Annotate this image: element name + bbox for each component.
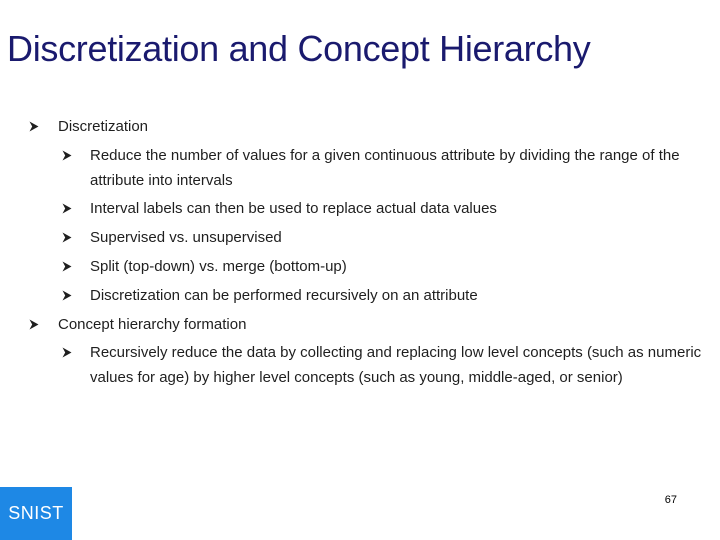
sub-bullet-item: [62, 143, 702, 193]
sub-bullet-item: [62, 254, 702, 279]
page-number: 67: [664, 494, 677, 506]
arrowhead-bullet-icon: [62, 225, 74, 250]
sub-bullet-item: [62, 340, 702, 390]
arrowhead-bullet-icon: [62, 283, 74, 308]
arrowhead-bullet-icon: [29, 312, 41, 337]
sub-bullet-text: Recursively reduce the data by collecting and replacing low level concepts (such as numeric values for age) by higher level concepts (such as young, middle-aged, or senior): [90, 344, 702, 386]
sub-bullet-text: Reduce the number of values for a given continuous attribute by dividing the range of the attribute into intervals: [90, 147, 680, 189]
slide-title: Discretization and Concept Hierarchy: [7, 28, 591, 69]
arrowhead-bullet-icon: [62, 340, 74, 365]
bullet-label: Discretization: [58, 118, 149, 135]
arrowhead-bullet-icon: [29, 114, 41, 139]
snist-logo: [0, 487, 72, 540]
sub-bullet-text: Split (top-down) vs. merge (bottom-up): [90, 258, 347, 275]
sub-bullet-item: [62, 196, 702, 221]
logo-text: SNIST: [8, 503, 64, 523]
sub-bullet-text: Discretization can be performed recursively on an attribute: [90, 287, 478, 304]
sub-bullet-item: [62, 225, 702, 250]
sub-bullet-text: Supervised vs. unsupervised: [90, 229, 282, 246]
arrowhead-bullet-icon: [62, 143, 74, 168]
arrowhead-bullet-icon: [62, 196, 74, 221]
bullet-label: Concept hierarchy formation: [58, 316, 247, 333]
sub-bullet-text: Interval labels can then be used to replace actual data values: [90, 200, 497, 217]
arrowhead-bullet-icon: [62, 254, 74, 279]
sub-bullet-item: [62, 283, 702, 308]
